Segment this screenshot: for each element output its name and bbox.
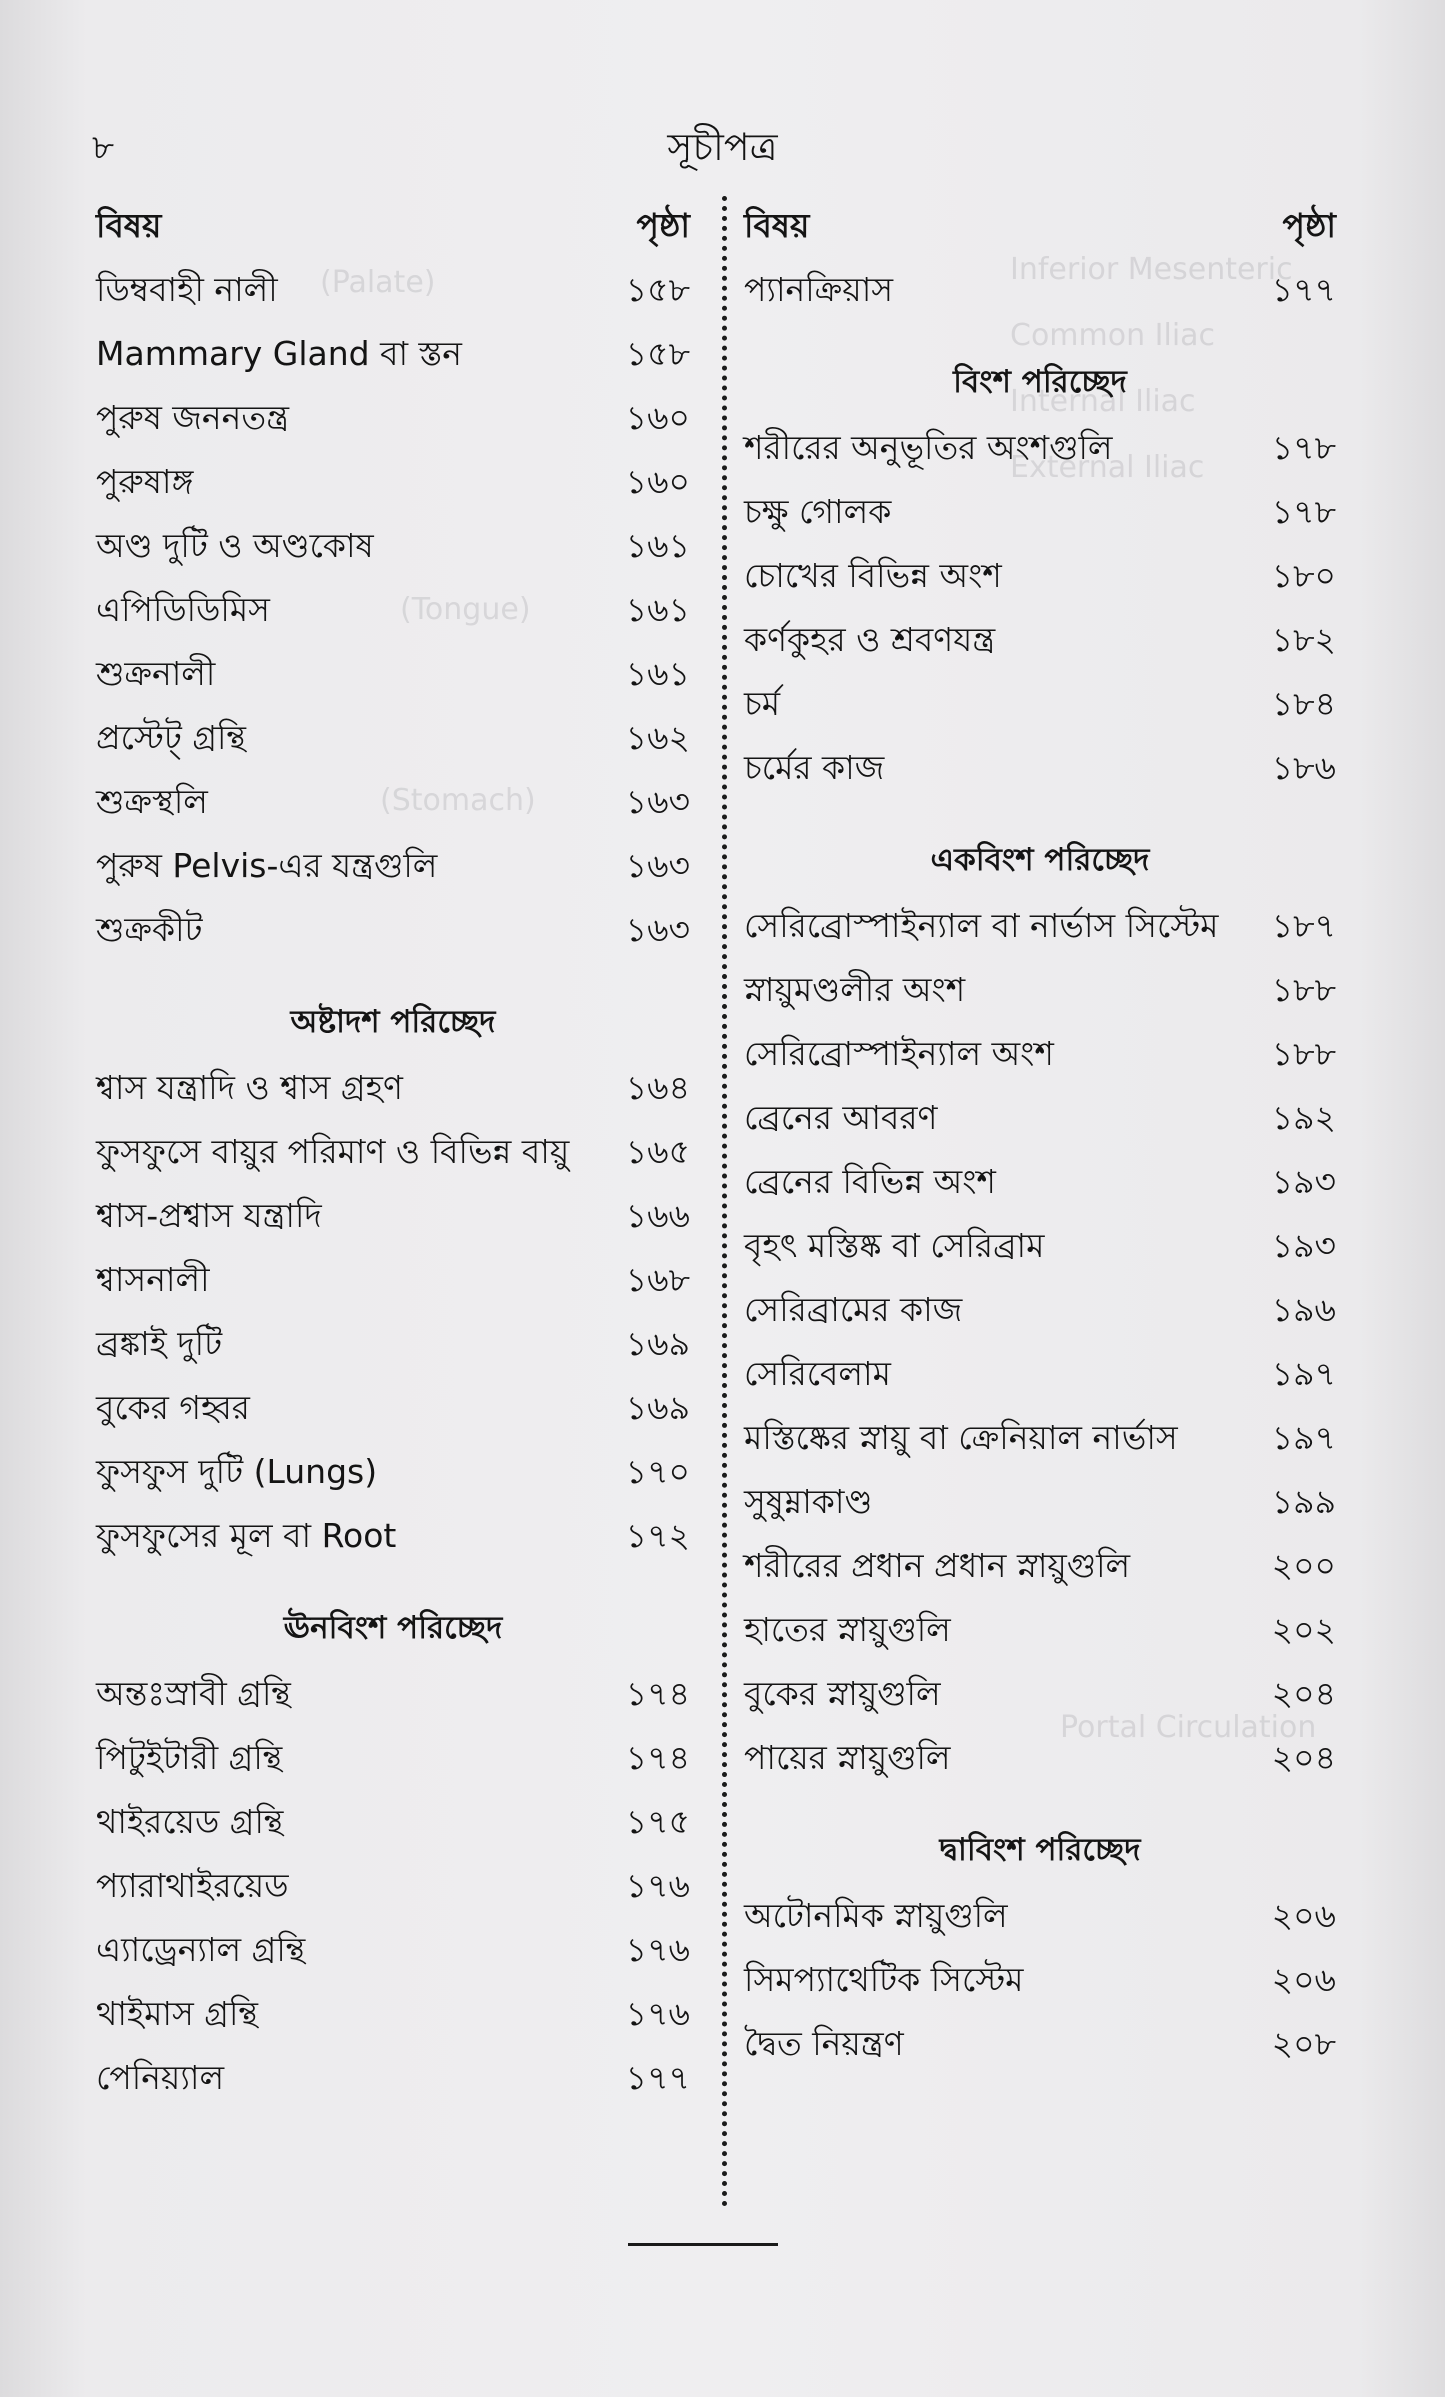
toc-entry-page: ১৫৮	[625, 334, 690, 373]
toc-entry-title: সেরিবেলাম	[744, 1354, 891, 1393]
toc-entry-title: অণ্ড দুটি ও অণ্ডকোষ	[96, 526, 374, 565]
toc-group	[96, 1058, 690, 1570]
toc-entry-page: ১৮০	[1271, 556, 1336, 595]
toc-entry-page: ১৬০	[625, 462, 690, 501]
toc-entry-title: শ্বাস যন্ত্রাদি ও শ্বাস গ্রহণ	[96, 1068, 403, 1107]
toc-entry	[96, 324, 690, 388]
show-through-text: External Iliac	[1010, 450, 1205, 485]
toc-entry-title: শরীরের অনুভূতির অংশগুলি	[744, 428, 1113, 467]
toc-entry-title: চোখের বিভিন্ন অংশ	[744, 556, 1002, 595]
right-column	[744, 196, 1336, 2078]
toc-entry	[96, 1920, 690, 1984]
toc-entry-page: ১৮৬	[1271, 748, 1336, 787]
toc-entry-page: ১৬২	[625, 718, 690, 757]
toc-entry-page: ১৯৬	[1271, 1290, 1336, 1329]
toc-entry-title: সেরিব্রামের কাজ	[744, 1290, 963, 1329]
left-column	[96, 196, 690, 2112]
page-title: সূচীপত্র	[667, 125, 778, 169]
page-header: পৃষ্ঠা	[1282, 206, 1336, 245]
subject-header: বিষয়	[744, 206, 810, 245]
chapter-heading: একবিংশ পরিচ্ছেদ	[930, 842, 1150, 878]
toc-entry-page: ১৭৮	[1271, 492, 1336, 531]
toc-entry-page: ১৯৩	[1271, 1162, 1336, 1201]
toc-entry-title: হাতের স্নায়ুগুলি	[744, 1610, 951, 1649]
toc-entry-title: পুরুষ Pelvis-এর যন্ত্রগুলি	[96, 846, 438, 885]
toc-entry-page: ১৬৩	[625, 910, 690, 949]
toc-entry	[96, 836, 690, 900]
toc-entry-title: ফুসফুসে বায়ুর পরিমাণ ও বিভিন্ন বায়ু	[96, 1132, 570, 1171]
toc-entry	[744, 738, 1336, 802]
toc-entry-title: বুকের গহ্বর	[96, 1388, 250, 1427]
toc-entry-page: ১৬৩	[625, 846, 690, 885]
toc-entry-page: ২০০	[1271, 1546, 1336, 1585]
toc-entry-page: ১৬১	[625, 654, 690, 693]
toc-entry-title: বৃহৎ মস্তিষ্ক বা সেরিব্রাম	[744, 1226, 1045, 1265]
toc-entry	[96, 260, 690, 324]
toc-entry-title: পুরুষাঙ্গ	[96, 462, 194, 501]
chapter-heading: ঊনবিংশ পরিচ্ছেদ	[283, 1610, 503, 1646]
toc-entry	[744, 1536, 1336, 1600]
chapter-heading: দ্বাবিংশ পরিচ্ছেদ	[939, 1832, 1141, 1868]
toc-entry	[744, 1408, 1336, 1472]
toc-entry-page: ২০৪	[1271, 1738, 1336, 1777]
toc-entry-page: ২০২	[1271, 1610, 1336, 1649]
toc-entry	[744, 1280, 1336, 1344]
subject-header: বিষয়	[96, 206, 162, 245]
toc-entry-title: সিমপ্যাথেটিক সিস্টেম	[744, 1960, 1024, 1999]
toc-entry-page: ১৭৬	[625, 1866, 690, 1905]
toc-entry-page: ১৭৭	[1271, 270, 1336, 309]
toc-entry	[96, 1664, 690, 1728]
toc-entry-page: ১৬৯	[625, 1324, 690, 1363]
toc-entry	[96, 1984, 690, 2048]
toc-entry-title: এ্যাড্রেন্যাল গ্রন্থি	[96, 1930, 306, 1969]
toc-entry-title: ডিম্ববাহী নালী	[96, 270, 278, 309]
toc-entry-title: থাইরয়েড গ্রন্থি	[96, 1802, 284, 1841]
toc-entry	[744, 1024, 1336, 1088]
toc-entry-page: ১৯২	[1271, 1098, 1336, 1137]
toc-entry	[744, 674, 1336, 738]
toc-group	[744, 896, 1336, 1792]
toc-entry-page: ১৬৩	[625, 782, 690, 821]
toc-entry	[744, 896, 1336, 960]
toc-entry-page: ২০৬	[1271, 1960, 1336, 1999]
toc-entry	[96, 1506, 690, 1570]
toc-entry-title: ব্রঙ্কাই দুটি	[96, 1324, 223, 1363]
toc-entry	[744, 1344, 1336, 1408]
toc-entry-page: ১৭৬	[625, 1994, 690, 2033]
show-through-text: (Stomach)	[380, 783, 536, 818]
toc-entry-title: Mammary Gland বা স্তন	[96, 334, 462, 373]
toc-entry	[96, 772, 690, 836]
toc-entry	[96, 1442, 690, 1506]
toc-entry-page: ১৬৫	[625, 1132, 690, 1171]
toc-entry	[96, 1122, 690, 1186]
toc-entry-page: ১৬১	[625, 526, 690, 565]
toc-entry-title: চর্মের কাজ	[744, 748, 885, 787]
toc-entry-title: অটোনমিক স্নায়ুগুলি	[744, 1896, 1008, 1935]
toc-entry-page: ১৬০	[625, 398, 690, 437]
toc-group	[744, 260, 1336, 324]
toc-entry	[96, 1728, 690, 1792]
column-header	[744, 196, 1336, 260]
show-through-text: Internal Iliac	[1010, 384, 1196, 419]
toc-entry-title: পুরুষ জননতন্ত্র	[96, 398, 289, 437]
toc-entry	[744, 418, 1336, 482]
toc-entry-title: শুক্রস্থলি	[96, 782, 208, 821]
toc-entry-page: ১৮২	[1271, 620, 1336, 659]
toc-entry	[744, 2014, 1336, 2078]
toc-entry	[744, 260, 1336, 324]
toc-entry-title: শ্বাসনালী	[96, 1260, 210, 1299]
toc-entry-title: চক্ষু গোলক	[744, 492, 892, 531]
toc-entry-page: ১৯৩	[1271, 1226, 1336, 1265]
toc-entry-title: শ্বাস-প্রশ্বাস যন্ত্রাদি	[96, 1196, 322, 1235]
toc-entry	[96, 516, 690, 580]
toc-entry	[96, 1186, 690, 1250]
toc-entry	[744, 610, 1336, 674]
toc-entry-title: প্যানক্রিয়াস	[744, 270, 894, 309]
toc-entry-page: ১৮৪	[1271, 684, 1336, 723]
toc-entry-page: ১৭০	[625, 1452, 690, 1491]
toc-entry-page: ১৭৪	[625, 1738, 690, 1777]
toc-entry-page: ১৭৫	[625, 1802, 690, 1841]
toc-entry-page: ১৬৬	[625, 1196, 690, 1235]
toc-entry-page: ১৯৯	[1271, 1482, 1336, 1521]
toc-entry-title: ফুসফুসের মূল বা Root	[96, 1516, 397, 1555]
toc-entry-title: প্যারাথাইরয়েড	[96, 1866, 289, 1905]
toc-entry-title: বুকের স্নায়ুগুলি	[744, 1674, 941, 1713]
show-through-text: Portal Circulation	[1060, 1710, 1317, 1745]
toc-entry	[96, 708, 690, 772]
chapter-heading: অষ্টাদশ পরিচ্ছেদ	[290, 1004, 496, 1040]
toc-group	[744, 418, 1336, 802]
toc-entry-page: ১৬৮	[625, 1260, 690, 1299]
column-divider	[722, 196, 727, 2208]
toc-entry	[744, 1152, 1336, 1216]
show-through-text: (Tongue)	[400, 592, 531, 627]
toc-entry-title: শুক্রনালী	[96, 654, 216, 693]
toc-entry	[744, 482, 1336, 546]
toc-entry	[96, 1792, 690, 1856]
toc-entry-title: ফুসফুস দুটি (Lungs)	[96, 1452, 378, 1491]
toc-entry-page: ১৬৪	[625, 1068, 690, 1107]
toc-entry	[96, 1314, 690, 1378]
toc-entry-title: পায়ের স্নায়ুগুলি	[744, 1738, 951, 1777]
toc-entry-title: প্রস্টেট্ গ্রন্থি	[96, 718, 246, 757]
toc-entry-page: ১৯৭	[1271, 1418, 1336, 1457]
page-number: ৮	[92, 128, 115, 168]
toc-entry-page: ২০৪	[1271, 1674, 1336, 1713]
toc-entry	[96, 644, 690, 708]
toc-entry	[744, 1728, 1336, 1792]
toc-entry-page: ১৭২	[625, 1516, 690, 1555]
toc-entry-page: ১৯৭	[1271, 1354, 1336, 1393]
toc-entry	[744, 546, 1336, 610]
toc-entry	[96, 1058, 690, 1122]
toc-entry-title: এপিডিডিমিস	[96, 590, 270, 629]
toc-entry-page: ১৭৭	[625, 2058, 690, 2097]
chapter-heading: বিংশ পরিচ্ছেদ	[953, 364, 1127, 400]
toc-entry-title: দ্বৈত নিয়ন্ত্রণ	[744, 2024, 904, 2063]
toc-entry-title: ব্রেনের আবরণ	[744, 1098, 938, 1137]
show-through-text: Common Iliac	[1010, 318, 1216, 353]
show-through-text: Inferior Mesenteric	[1010, 252, 1293, 287]
page-header: পৃষ্ঠা	[636, 206, 690, 245]
toc-entry-title: পেনিয়্যাল	[96, 2058, 225, 2097]
show-through-text: (Palate)	[320, 265, 436, 300]
toc-entry	[96, 1856, 690, 1920]
toc-entry	[744, 1886, 1336, 1950]
toc-entry-page: ১৮৮	[1271, 1034, 1336, 1073]
toc-entry-page: ১৮৮	[1271, 970, 1336, 1009]
toc-entry	[744, 1600, 1336, 1664]
toc-entry	[744, 1088, 1336, 1152]
toc-entry-title: চর্ম	[744, 684, 781, 723]
toc-entry	[96, 388, 690, 452]
toc-entry-title: মস্তিষ্কের স্নায়ু বা ক্রেনিয়াল নার্ভাস	[744, 1418, 1178, 1457]
toc-entry-title: স্নায়ুমণ্ডলীর অংশ	[744, 970, 966, 1009]
toc-entry-title: সেরিব্রোস্পাইন্যাল বা নার্ভাস সিস্টেম	[744, 906, 1219, 945]
toc-entry	[96, 900, 690, 964]
toc-entry-page: ১৫৮	[625, 270, 690, 309]
bottom-rule	[628, 2243, 778, 2246]
toc-entry-title: সুষুম্নাকাণ্ড	[744, 1482, 873, 1521]
toc-group	[96, 1664, 690, 2112]
toc-entry	[744, 1664, 1336, 1728]
toc-entry	[744, 1472, 1336, 1536]
toc-group	[96, 260, 690, 964]
toc-entry-title: ব্রেনের বিভিন্ন অংশ	[744, 1162, 996, 1201]
column-header	[96, 196, 690, 260]
toc-entry	[744, 1950, 1336, 2014]
toc-entry-title: কর্ণকুহর ও শ্রবণযন্ত্র	[744, 620, 996, 659]
toc-entry	[96, 1378, 690, 1442]
toc-entry	[744, 1216, 1336, 1280]
toc-entry-page: ১৬১	[625, 590, 690, 629]
toc-entry-page: ১৬৯	[625, 1388, 690, 1427]
toc-entry-title: অন্তঃস্রাবী গ্রন্থি	[96, 1674, 291, 1713]
toc-entry-page: ২০৮	[1271, 2024, 1336, 2063]
toc-entry	[96, 2048, 690, 2112]
toc-entry-title: থাইমাস গ্রন্থি	[96, 1994, 258, 2033]
toc-entry-title: শরীরের প্রধান প্রধান স্নায়ুগুলি	[744, 1546, 1131, 1585]
toc-entry	[744, 960, 1336, 1024]
toc-entry-page: ১৮৭	[1271, 906, 1336, 945]
toc-entry-title: সেরিব্রোস্পাইন্যাল অংশ	[744, 1034, 1054, 1073]
toc-entry-page: ১৭৬	[625, 1930, 690, 1969]
toc-entry-page: ২০৬	[1271, 1896, 1336, 1935]
toc-entry-page: ১৭৮	[1271, 428, 1336, 467]
toc-entry-page: ১৭৪	[625, 1674, 690, 1713]
toc-group	[744, 1886, 1336, 2078]
toc-entry	[96, 1250, 690, 1314]
toc-entry	[96, 580, 690, 644]
toc-entry	[96, 452, 690, 516]
toc-entry-title: পিটুইটারী গ্রন্থি	[96, 1738, 283, 1777]
toc-entry-title: শুক্রকীট	[96, 910, 203, 949]
